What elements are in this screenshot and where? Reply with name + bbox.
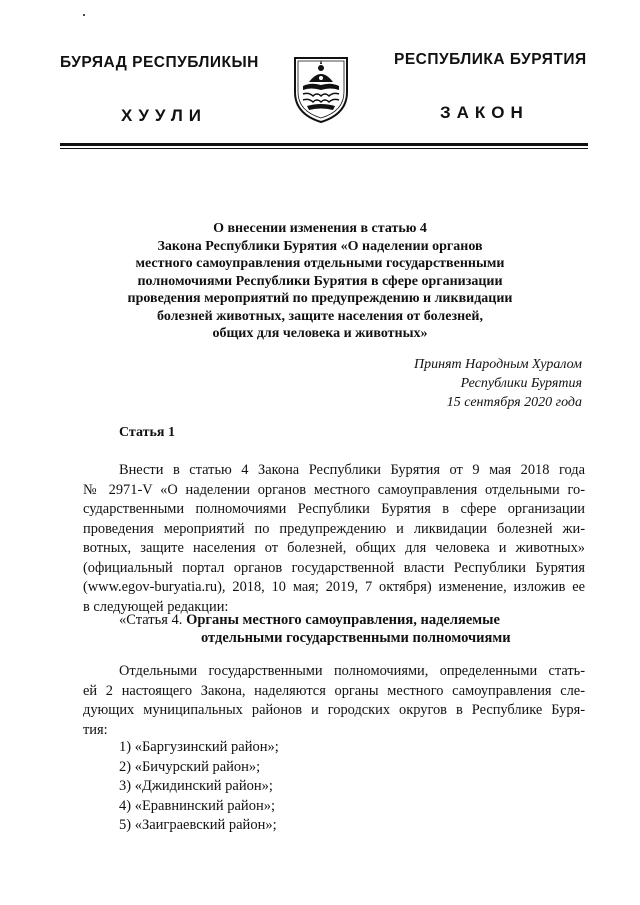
- adoption-line: Республики Бурятия: [460, 376, 582, 391]
- adoption-line: Принят Народным Хуралом: [413, 357, 582, 372]
- header-russian-law: ЗАКОН: [440, 103, 529, 122]
- header-buryat-republic: БУРЯАД РЕСПУБЛИКЫН: [60, 54, 259, 71]
- scan-speck: [83, 14, 85, 16]
- title-line: болезней животных, защите населения от болезней,: [157, 308, 483, 324]
- adoption-note: [414, 355, 582, 412]
- paragraph-line: вотных, защите населения от болезней, общих для человека и животных»: [83, 540, 585, 556]
- law-title: [100, 220, 540, 343]
- article-heading: Статья 1: [119, 425, 175, 440]
- paragraph-line: проведения мероприятий по предупреждению и ликвидации болезней жи-: [83, 520, 585, 537]
- paragraph-line: Внести в статью 4 Закона Республики Бурятия от 9 мая 2018 года: [119, 462, 585, 478]
- paragraph-line: (www.egov-buryatia.ru), 2018, 10 мая; 2019, 7 октября) изменение, изложив ее: [83, 579, 585, 595]
- paragraph-line: Отдельными государственными полномочиями, определенными стать-: [119, 663, 585, 679]
- article4-title-line: Органы местного самоуправления, наделяемые: [186, 612, 500, 628]
- adoption-line: 15 сентября 2020 года: [446, 395, 582, 410]
- title-line: О внесении изменения в статью 4: [213, 221, 427, 236]
- title-line: Закона Республики Бурятия «О наделении органов: [157, 238, 483, 254]
- district-list: [119, 738, 279, 836]
- coat-of-arms-icon: [289, 52, 353, 124]
- title-line: полномочиями Республики Бурятия в сфере организации: [137, 273, 503, 289]
- header-russian-republic: РЕСПУБЛИКА БУРЯТИЯ: [394, 51, 587, 68]
- paragraph-line: ей 2 настоящего Закона, наделяются органы местного самоуправления сле-: [83, 682, 585, 699]
- list-item: 2) «Бичурский район»;: [119, 758, 261, 775]
- list-item: 5) «Заиграевский район»;: [119, 817, 277, 834]
- title-line: общих для человека и животных»: [212, 326, 428, 341]
- paragraph-line: (официальный портал органов государственной власти Республики Бурятия: [83, 559, 585, 576]
- title-line: проведения мероприятий по предупреждению и ликвидации: [127, 291, 513, 306]
- article4-heading: [119, 611, 511, 647]
- paragraph-line: № 2971-V «О наделении органов местного самоуправления отдельными го-: [83, 481, 585, 498]
- header-rule-thick: [60, 143, 588, 146]
- article4-prefix: «Статья 4.: [119, 612, 183, 628]
- header-buryat-law: ХУУЛИ: [121, 106, 207, 125]
- paragraph-authorities: [83, 662, 585, 740]
- header-rule-thin: [60, 148, 588, 149]
- title-line: местного самоуправления отдельными государственными: [135, 256, 505, 271]
- list-item: 3) «Джидинский район»;: [119, 778, 273, 795]
- list-item: 1) «Баргузинский район»;: [119, 739, 279, 755]
- list-item: 4) «Еравнинский район»;: [119, 797, 275, 814]
- paragraph-amendment: [83, 461, 585, 617]
- paragraph-line: дующих муниципальных районов и городских округов в Республике Буря-: [83, 702, 585, 718]
- paragraph-line: в следующей редакции:: [83, 598, 229, 615]
- article4-title-line: отдельными государственными полномочиями: [201, 630, 511, 646]
- paragraph-line: тия:: [83, 721, 108, 738]
- paragraph-line: сударственными полномочиями Республики Бурятия в сфере организации: [83, 501, 585, 517]
